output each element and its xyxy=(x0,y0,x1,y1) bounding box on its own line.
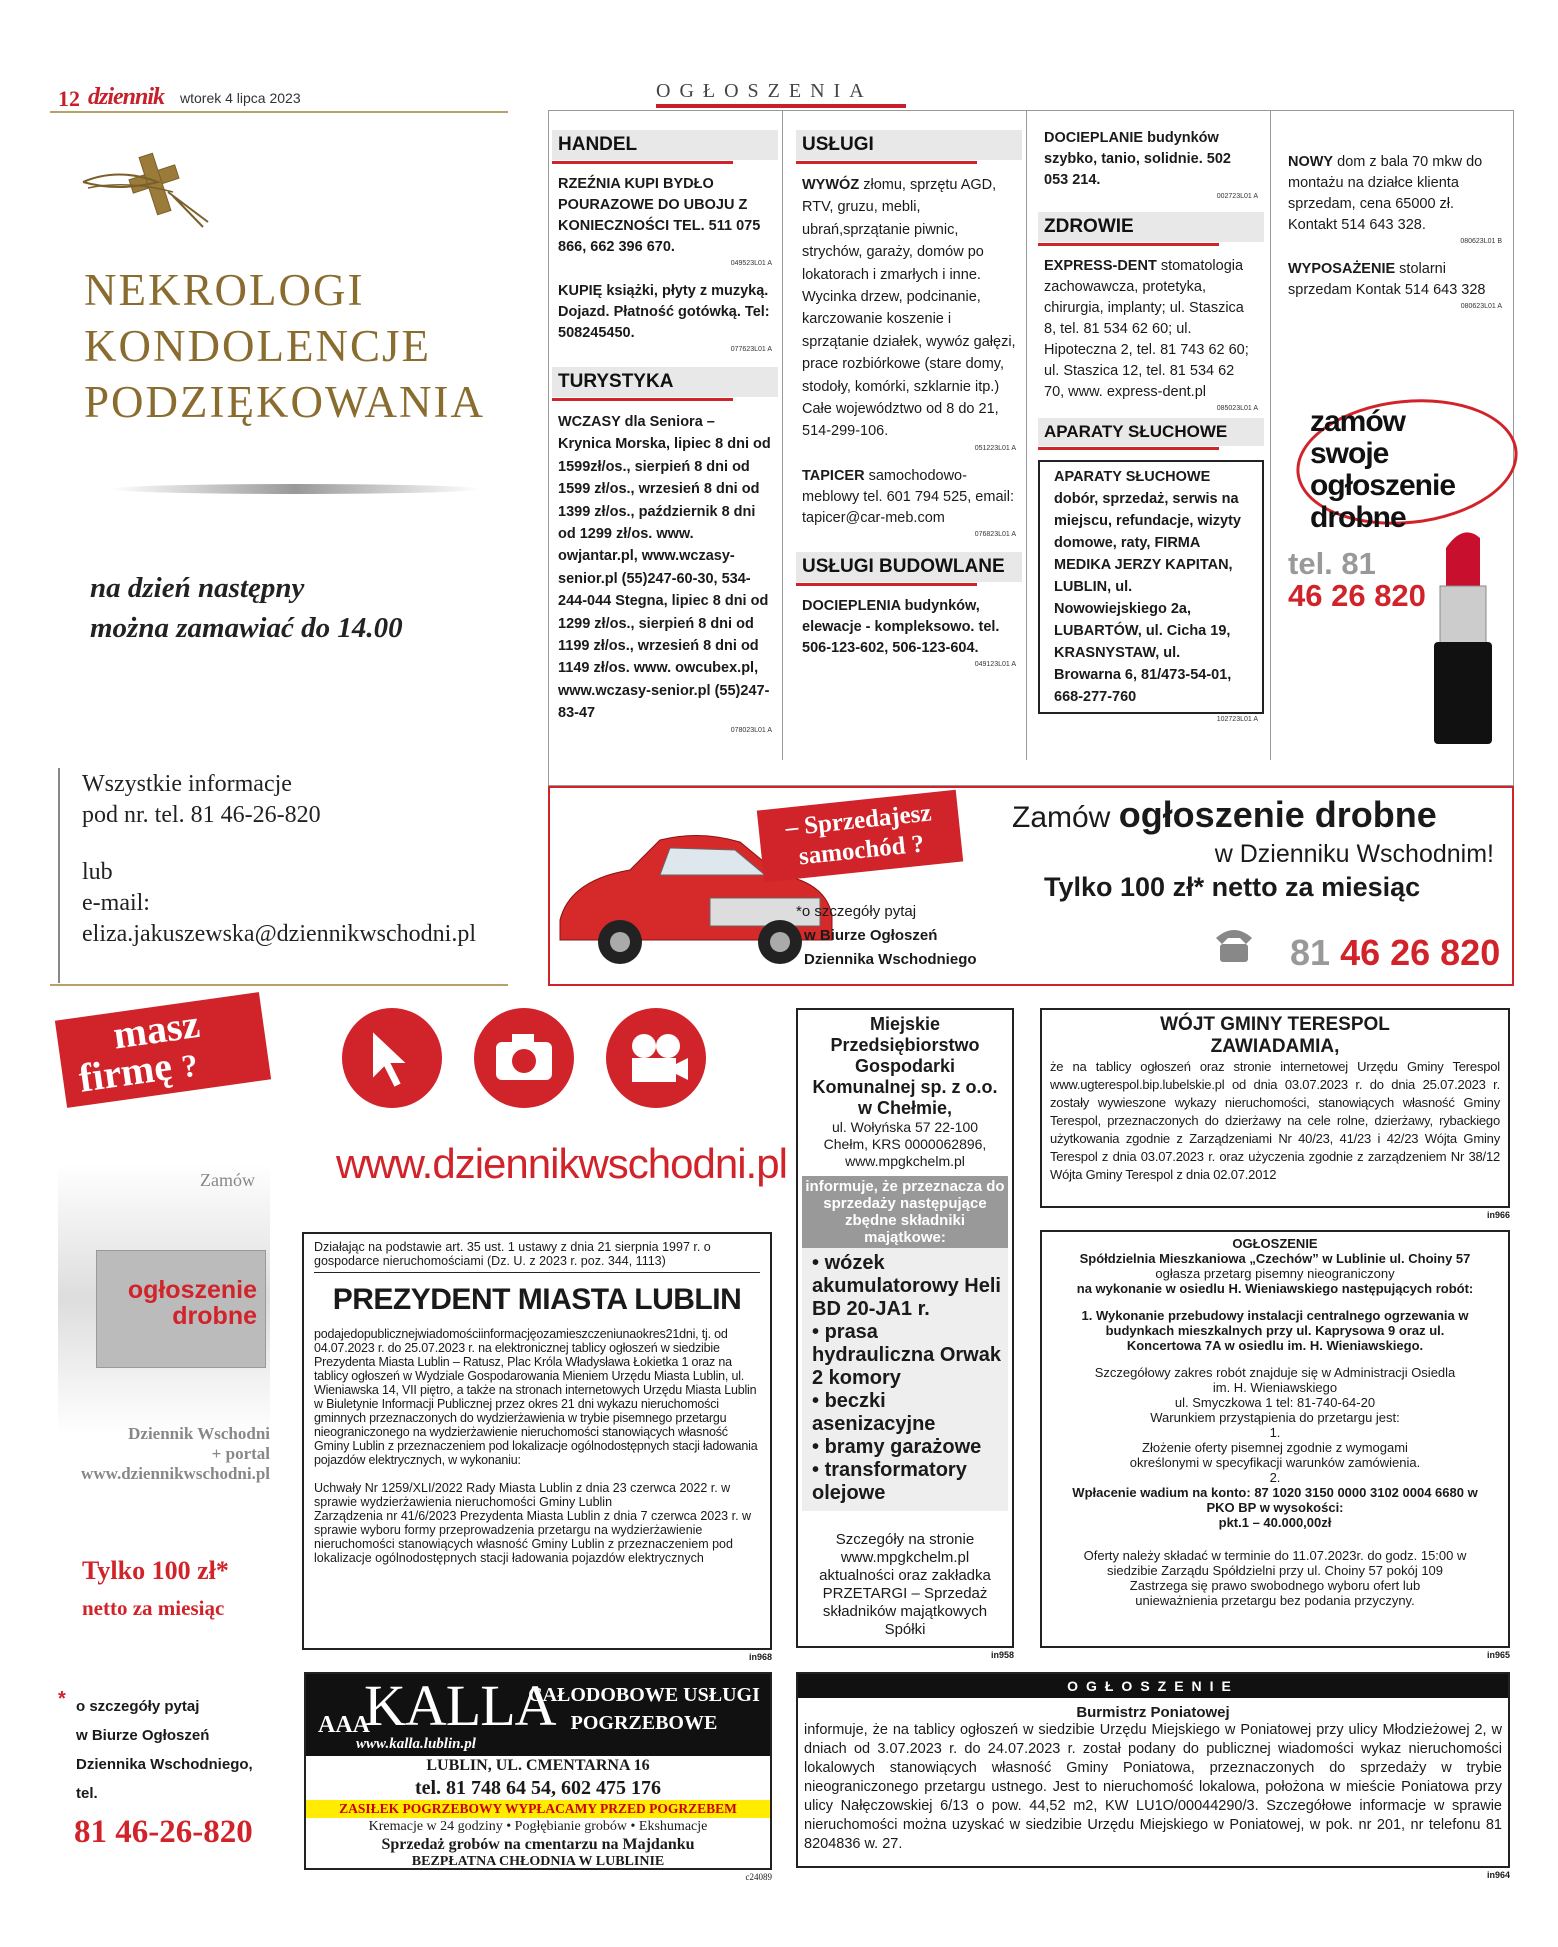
page-number: 12 xyxy=(58,86,80,111)
ad-code: 078023L01 A xyxy=(730,726,772,734)
ad-keyword: NOWY xyxy=(1288,154,1334,170)
badge-question: ? xyxy=(179,1046,201,1085)
mpk-items xyxy=(802,1248,1008,1511)
deadline-line-1: na dzień następny xyxy=(90,572,305,604)
shadow-divider xyxy=(110,484,480,494)
ad-code: 102723L01 A xyxy=(1216,716,1258,723)
mpk-name xyxy=(798,1010,1012,1119)
mpk-notice xyxy=(796,1008,1014,1648)
sm-deadline: Oferty należy składać w terminie do 11.07.2023r. do godz. 15:00 w siedzibie Zarządu Spółdzielni przy ul. Choiny 57 pokój 109 xyxy=(1083,1548,1467,1578)
ad-code: 077623L01 A xyxy=(730,346,772,353)
sm-cond-2-text: Wpłacenie wadium na konto: 87 1020 3150 0000 3102 0004 6680 w PKO BP w wysokości: xyxy=(1072,1485,1478,1515)
ad-code: 049523L01 A xyxy=(730,260,772,267)
info-email[interactable]: eliza.jakuszewska@dziennikwschodni.pl xyxy=(82,921,476,947)
notice-title: PREZYDENT MIASTA LUBLIN xyxy=(332,1283,742,1316)
ad-keyword: TAPICER xyxy=(802,467,865,484)
category-zdrowie: ZDROWIE xyxy=(1038,212,1264,242)
car-phone-prefix: 81 xyxy=(1290,932,1331,973)
kalla-name: KALLA xyxy=(364,1673,556,1738)
classifieds-col-4 xyxy=(1282,152,1508,310)
asterisk: * xyxy=(58,1688,66,1710)
sm-address: ul. Smyczkowa 1 tel: 81-740-64-20 xyxy=(1174,1395,1376,1410)
telephone-icon xyxy=(1212,924,1256,964)
car-note-3: Dziennika Wschodniego xyxy=(804,951,977,968)
contact-line-3: Dziennika Wschodniego, xyxy=(76,1756,253,1773)
card-line-1: ogłoszenie xyxy=(127,1276,257,1304)
pon-header: OGŁOSZENIE xyxy=(798,1674,1508,1698)
firma-price-sub: netto za miesiąc xyxy=(82,1596,225,1620)
mpk-item: • prasa hydrauliczna Orwak 2 komory xyxy=(812,1321,1001,1389)
car-phone-number: 46 26 820 xyxy=(1340,932,1501,973)
ad-code: 085023L01 A xyxy=(1216,405,1258,412)
sm-condition: Warunkiem przystąpienia do przetargu jest: xyxy=(1150,1410,1400,1425)
cross-wheat-icon xyxy=(78,152,218,232)
badge-line-1: – Sprzedajesz xyxy=(784,799,933,842)
car-note-1: *o szczegóły pytaj xyxy=(796,903,917,920)
card-ad-text xyxy=(96,1250,266,1368)
kalla-header xyxy=(306,1674,770,1756)
order-ad-title xyxy=(1012,794,1437,836)
col-divider-1 xyxy=(782,110,783,760)
notice-intro: Działając na podstawie art. 35 ust. 1 ustawy z dnia 21 sierpnia 1997 r. o gospodarce nieruchomościami (Dz. U. z 2023 r. poz. 344, 1113) xyxy=(314,1240,760,1273)
mpk-item: • wózek akumulatorowy Heli BD 20-JA1 r. xyxy=(812,1252,1001,1320)
ad-nowy-dom xyxy=(1282,152,1508,236)
mpk-address-2: Chełm, KRS 0000062896, xyxy=(823,1136,987,1152)
portal-line-2: + portal xyxy=(211,1444,270,1463)
category-uslugi-budowlane: USŁUGI BUDOWLANE xyxy=(796,552,1022,582)
notice-body-2: Uchwały Nr 1259/XLI/2022 Rady Miasta Lublin z dnia 23 czerwca 2022 r. w sprawie wydzierżawienia nieruchomości Gminy Lublin xyxy=(314,1481,731,1509)
mpk-item: • transformatory olejowe xyxy=(812,1459,967,1504)
wojt-body: że na tablicy ogłoszeń oraz stronie internetowej Urzędu Gminy Terespol www.ugterespol.bip.lubelskie.pl od dnia 03.07.2023 r. do dnia 25.07.2023 r. zostały wywieszone wykazy nieruchomości, stanowiących własność Gminy Terespol, przeznaczonych do dzierżawy na cele rolne, dzierżawy, rybackiego użytkowania zgodnie z Zarządzeniami Nr 40/23, 41/23 i 42/23 Wójta Gminy Terespol z dnia 03.07.2023 r. oraz użyczenia zgodnie z zarządzeniem Nr 38/12 Wójta Gminy Terespol z dnia 02.07.2012 xyxy=(1050,1059,1500,1182)
gold-rule-bottom xyxy=(50,984,508,986)
ad-code: 076823L01 A xyxy=(974,530,1016,538)
gold-rule xyxy=(50,111,508,113)
sm-cond-2: 2. xyxy=(1269,1470,1281,1485)
ad-docieplenia: DOCIEPLENIA budynków, elewacje - kompleksowo. tel. 506-123-602, 506-123-604. xyxy=(802,597,1000,656)
mpk-item: • bramy garażowe xyxy=(812,1436,982,1458)
sm-notice xyxy=(1040,1230,1510,1648)
heading-line-2: KONDOLENCJE xyxy=(84,321,431,371)
nekrologi-heading xyxy=(84,262,485,430)
mpk-name-2: Przedsiębiorstwo xyxy=(830,1035,980,1055)
info-bar xyxy=(58,768,60,983)
car-note-2: w Biurze Ogłoszeń xyxy=(804,927,938,944)
ad-ksiazki: KUPIĘ książki, płyty z muzyką. Dojazd. Płatność gotówką. Tel: 508245450. xyxy=(558,283,770,341)
notice-body: podajedopublicznejwiadomościinformacjęozamieszczeniunaokres21dni, tj. od 04.07.2023 r. do 25.07.2023 r. na elektronicznej tablicy ogłoszeń w siedzibie Prezydenta Miasta Lublin – Ratusz, Plac Króla Władysława Łokietka 1 oraz na tablicy ogłoszeń w Wydziale Gospodarowania Mieniem Urzędu Miasta Lublin, ul. Wieniawska 14, VII piętro, a także na stronach internetowych Urzędu Miasta Lublin w Biuletynie Informacji Publicznej przez okres 21 dni wykazu nieruchomości gminnych przeznaczonych do wydzierżawienia w trybie pisemnego przetargu nieograniczonego na wydzierżawienie nieruchomości stanowiących własność Gminy Lublin z przeznaczeniem pod lokalizacje ogólnodostępnych stacji ładowania pojazdów elektrycznych, w wykonaniu: xyxy=(314,1327,758,1467)
section-underline xyxy=(656,104,906,108)
sm-reservation: Zastrzega się prawo swobodnego wyboru ofert lub unieważnienia przetargu bez podania przyczyny. xyxy=(1129,1578,1421,1608)
mpk-item-text: wózek akumulatorowy Heli BD 20-JA1 r. xyxy=(812,1252,1001,1320)
category-uslugi: USŁUGI xyxy=(796,130,1022,160)
mpk-item-text: beczki asenizacyjne xyxy=(812,1390,936,1435)
kalla-service-2: POGRZEBOWE xyxy=(570,1712,718,1734)
mpk-item-text: prasa hydrauliczna Orwak 2 komory xyxy=(812,1321,1001,1389)
ad-code: 080623L01 B xyxy=(1460,238,1502,245)
sm-work: 1. Wykonanie przebudowy instalacji centralnego ogrzewania w budynkach mieszkalnych przy ul. Kaprysowa 9 oraz ul. Koncertowa 7A w osiedlu im. H. Wieniawskiego. xyxy=(1081,1308,1469,1353)
mpk-name-1: Miejskie xyxy=(869,1014,941,1034)
website-url[interactable]: www.dziennikwschodni.pl xyxy=(336,1140,787,1187)
sm-scope: Szczegółowy zakres robót znajduje się w Administracji Osiedla im. H. Wieniawskiego xyxy=(1094,1365,1456,1395)
contact-line-2: w Biurze Ogłoszeń xyxy=(76,1727,210,1744)
category-aparaty: APARATY SŁUCHOWE xyxy=(1038,418,1264,446)
classifieds-col-1 xyxy=(552,130,778,734)
classifieds-col-3 xyxy=(1038,128,1264,723)
category-handel: HANDEL xyxy=(552,130,778,160)
mpk-sig: in958 xyxy=(990,1650,1014,1660)
sm-title-4: na wykonanie w osiedlu H. Wieniawskiego następujących robót: xyxy=(1076,1281,1474,1296)
ad-keyword: WYWÓZ xyxy=(802,177,860,193)
kalla-address: LUBLIN, UL. CMENTARNA 16 xyxy=(426,1757,650,1774)
ad-code: 051223L01 A xyxy=(974,444,1016,452)
wojt-title: WÓJT GMINY TERESPOL xyxy=(1160,1014,1390,1035)
sm-cond-1-text: Złożenie oferty pisemnej zgodnie z wymogami określonymi w specyfikacji warunków zamówienia. xyxy=(1129,1440,1421,1470)
sm-sig: in965 xyxy=(1486,1650,1510,1660)
kalla-graves: Sprzedaż grobów na cmentarzu na Majdanku xyxy=(381,1836,695,1853)
mpk-info: informuje, że przeznacza do sprzedaży następujące zbędne składniki majątkowe: xyxy=(802,1176,1008,1248)
ad-wywoz xyxy=(796,174,1022,443)
kalla-coldroom: BEZPŁATNA CHŁODNIA W LUBLINIE xyxy=(411,1854,665,1869)
kalla-allowance: ZASIŁEK POGRZEBOWY WYPŁACAMY PRZED POGRZEBEM xyxy=(306,1800,770,1818)
ad-docieplanie: DOCIEPLANIE budynków szybko, tanio, solidnie. 502 053 214. xyxy=(1044,130,1231,188)
mpk-item: • beczki asenizacyjne xyxy=(812,1390,936,1435)
promo-tel-prefix: tel. 81 xyxy=(1288,546,1376,581)
wojt-subtitle: ZAWIADAMIA, xyxy=(1210,1036,1340,1057)
deadline-line-2: można zamawiać do 14.00 xyxy=(90,612,403,644)
ad-text: złomu, sprzętu AGD, RTV, gruzu, mebli, ubrań,sprzątanie piwnic, strychów, garaży, domów po lokatorach i zmarłych i inne. Wycinka drzew, podcinanie, karczowanie koszenie i sprzątanie działek, wywóz gałęzi, prace rozbiórkowe (stare domy, stodoły, komórki, szklarnie itp.) Całe województwo od 8 do 21, 514-299-106. xyxy=(802,177,1016,440)
kalla-service-1: CAŁODOBOWE USŁUGI xyxy=(528,1684,760,1706)
ad-code: 080623L01 A xyxy=(1460,303,1502,310)
ad-code: 002723L01 A xyxy=(1216,193,1258,200)
contact-line-4: tel. xyxy=(76,1785,98,1802)
mpk-item-text: bramy garażowe xyxy=(824,1436,982,1458)
badge-line-2: samochód ? xyxy=(797,830,926,871)
notice-sig: in968 xyxy=(748,1652,772,1662)
order-ad-price: Tylko 100 zł* netto za miesiąc xyxy=(1044,872,1421,902)
order-emph: ogłoszenie drobne xyxy=(1118,794,1437,835)
badge-line-1: masz xyxy=(110,1000,203,1058)
kalla-services: Kremacje w 24 godziny • Pogłębianie grobów • Ekshumacje xyxy=(368,1819,708,1834)
pon-body: informuje, że na tablicy ogłoszeń w siedzibie Urzędu Miejskiego w Poniatowej przy ulicy Młodzieżowej 2, w dniach od 3.07.2023 r. do 24.07.2023 r. został podany do publicznej wiadomości wykaz nieruchomości lokalowych stanowiących własność Gminy Poniatowa, przeznaczonych do sprzedaży w trybie nieograniczonego przetargu ustnego. Jest to nieruchomość lokalowa, położona w mieście Poniatowa przy ulicy Nałęczowskiej 6/13 o pow. 44,52 m2, KW LU1O/00044290/3. Szczegółowe informacje w sprawie nieruchomości można uzyskać w siedzibie Urzędu Miejskiego w Poniatowej, w pok. nr 201, nr telefonu 81 8204836 w. 27. xyxy=(804,1722,1502,1852)
card-line-2: drobne xyxy=(172,1302,257,1330)
pon-title: Burmistrz Poniatowej xyxy=(1076,1704,1230,1721)
mpk-name-3: Gospodarki xyxy=(854,1056,956,1076)
promo-tel: 46 26 820 xyxy=(1288,578,1426,613)
camera-icon[interactable] xyxy=(474,1008,574,1108)
info-line-or: lub xyxy=(82,859,113,885)
firma-phone: 81 46-26-820 xyxy=(74,1814,253,1850)
pon-sig: in964 xyxy=(1486,1870,1510,1880)
card-portal xyxy=(58,1424,270,1484)
ad-keyword: EXPRESS-DENT xyxy=(1044,258,1157,274)
section-title: OGŁOSZENIA xyxy=(656,80,873,102)
ad-text: samochodowo-meblowy tel. 601 794 525, email: tapicer@car-meb.com xyxy=(802,467,1014,526)
ad-text: stolarni sprzedam Kontak 514 643 328 xyxy=(1288,261,1486,298)
kalla-www: www.kalla.lublin.pl xyxy=(356,1736,476,1752)
car-note xyxy=(796,900,977,972)
portal-line-3: www.dziennikwschodni.pl xyxy=(81,1464,270,1483)
badge-line-2: firmę xyxy=(76,1043,175,1101)
mpk-name-5: w Chełmie, xyxy=(857,1098,953,1118)
ad-express-dent xyxy=(1038,256,1264,403)
promo-text: zamów swoje ogłoszenie drobne xyxy=(1310,405,1456,534)
mpk-footer: Szczegóły na stronie www.mpgkchelm.pl aktualności oraz zakładka PRZETARGI – Sprzedaż składników majątkowych Spółki xyxy=(819,1531,991,1638)
mpk-address-3: www.mpgkchelm.pl xyxy=(845,1153,965,1169)
heading-line-1: NEKROLOGI xyxy=(84,265,365,315)
sm-cond-1: 1. xyxy=(1269,1425,1281,1440)
ad-wyposazenie xyxy=(1282,259,1508,301)
sm-title-3: ogłasza przetarg pisemny nieograniczony xyxy=(1155,1266,1395,1281)
classifieds-col-2 xyxy=(796,130,1022,668)
col-divider-3 xyxy=(1270,110,1271,760)
mpk-item-text: transformatory olejowe xyxy=(812,1459,967,1504)
ad-aparaty-box: APARATY SŁUCHOWE dobór, sprzedaż, serwis na miejscu, refundacje, wizyty domowe, raty, FIRMA MEDIKA JERZY KAPITAN, LUBLIN, ul. Nowowiejskiego 2a, LUBARTÓW, ul. Cicha 19, KRASNYSTAW, ul. Browarna 6, 81/473-54-01, 668-277-760 xyxy=(1038,460,1264,714)
projector-icon[interactable] xyxy=(606,1008,706,1108)
ad-wczasy: WCZASY dla Seniora – Krynica Morska, lipiec 8 dni od 1599zł/os., sierpień 8 dni od 1599 zł/os., wrzesień 8 dni od 1399 zł/os., październik 8 dni od 1299 zł/os. www. owjantar.pl, www.wczasy-senior.pl (55)247-60-30, 534-244-044 Stegna, lipiec 8 dni od 1299 zł/os., sierpień 8 dni od 1199 zł/os., wrzesień 8 dni od 1149 zł/os. www. owcubex.pl, www.wczasy-senior.pl (55)247-83-47 xyxy=(558,414,771,722)
mpk-address-1: ul. Wołyńska 57 22-100 xyxy=(831,1119,979,1135)
sm-title-2: Spółdzielnia Mieszkaniowa „Czechów” w Lublinie ul. Choiny 57 xyxy=(1079,1251,1471,1266)
firma-price: Tylko 100 zł* xyxy=(82,1556,229,1585)
info-line-email-label: e-mail: xyxy=(82,890,150,916)
order-word: Zamów xyxy=(1012,801,1111,834)
kalla-phone: tel. 81 748 64 54, 602 475 176 xyxy=(414,1777,662,1799)
contact-info xyxy=(82,769,476,950)
deadline-note xyxy=(90,568,403,648)
wojt-sig: in966 xyxy=(1486,1210,1510,1220)
kalla-aaa: AAA xyxy=(318,1712,370,1738)
prezydent-notice xyxy=(302,1232,772,1650)
masz-firme-badge xyxy=(55,992,271,1108)
poniatowa-notice xyxy=(796,1672,1510,1868)
contact-line-1: o szczegóły pytaj xyxy=(76,1698,200,1715)
wojt-notice xyxy=(1040,1008,1510,1208)
ad-rzeznia: RZEŹNIA KUPI BYDŁO POURAZOWE DO UBOJU Z KONIECZNOŚCI TEL. 511 075 866, 662 396 670. xyxy=(558,176,761,255)
issue-date: wtorek 4 lipca 2023 xyxy=(180,90,301,106)
category-turystyka: TURYSTYKA xyxy=(552,367,778,397)
ad-tapicer xyxy=(796,466,1022,529)
ad-keyword: WYPOSAŻENIE xyxy=(1288,261,1396,277)
ad-text: dom z bala 70 mkw do montażu na działce klienta sprzedam, cena 65000 zł. Kontakt 514 643 328. xyxy=(1288,154,1483,233)
mpk-address xyxy=(798,1119,1012,1170)
lipstick-icon xyxy=(1418,528,1508,750)
sm-amount: pkt.1 – 40.000,00zł xyxy=(1218,1515,1332,1530)
info-line-1: Wszystkie informacje xyxy=(82,771,292,797)
kalla-ad xyxy=(304,1672,772,1870)
info-phone: pod nr. tel. 81 46-26-820 xyxy=(82,802,321,828)
card-order: Zamów xyxy=(200,1170,255,1190)
order-ad-sub: w Dzienniku Wschodnim! xyxy=(1214,840,1494,868)
col-divider-2 xyxy=(1026,110,1027,760)
car-phone xyxy=(1290,932,1500,974)
kalla-code: c24089 xyxy=(745,1872,772,1882)
ad-code: 049123L01 A xyxy=(974,660,1016,668)
newspaper-logo: dziennik xyxy=(88,84,165,110)
firma-contact xyxy=(76,1692,253,1808)
sm-title: OGŁOSZENIE xyxy=(1232,1236,1318,1251)
ad-text: stomatologia zachowawcza, protetyka, chirurgia, implanty; ul. Staszica 8, tel. 81 534 62 60; ul. Hipoteczna 2, tel. 81 743 62 60; ul. Staszica 12, tel. 81 534 62 70, www. express-dent.pl xyxy=(1044,258,1249,400)
portal-line-1: Dziennik Wschodni xyxy=(128,1424,270,1443)
mpk-name-4: Komunalnej sp. z o.o. xyxy=(812,1077,998,1097)
notice-body-3: Zarządzenia nr 41/6/2023 Prezydenta Miasta Lublin z dnia 7 czerwca 2023 r. w sprawie wyboru formy przeprowadzenia przetargu na wydzierżawienie nieruchomości stanowiących własność Gminy Lublin z przeznaczeniem pod lokalizacje ogólnodostępnych stacji ładowania pojazdów elektrycznych xyxy=(314,1509,752,1565)
cursor-icon[interactable] xyxy=(342,1008,442,1108)
heading-line-3: PODZIĘKOWANIA xyxy=(84,377,485,427)
